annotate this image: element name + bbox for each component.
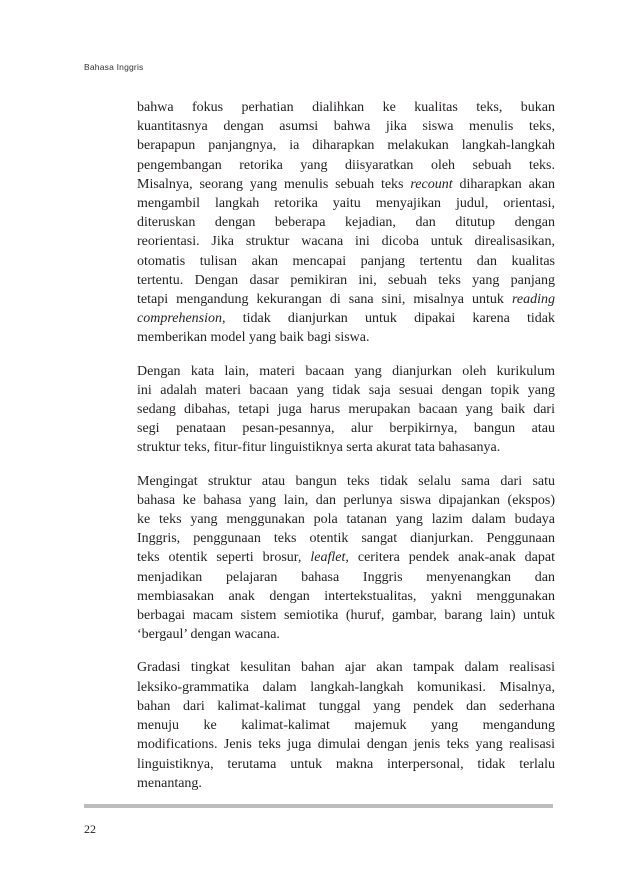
text-line: leksiko-grammatika dalam langkah-langkah komunikasi. Misalnya, — [137, 679, 555, 695]
footer-rule — [84, 804, 553, 808]
text-line: tertentu. Dengan dasar pemikiran ini, sebuah teks yang panjang — [137, 272, 555, 288]
text-line: struktur teks, fitur-fitur linguistiknya serta akurat tata bahasanya. — [137, 440, 501, 456]
text-line: berapapun panjangnya, ia diharapkan melakukan langkah-langkah — [137, 138, 555, 154]
text-line: menuju ke kalimat-kalimat majemuk yang mengandung — [137, 718, 555, 734]
text-line: kuantitasnya dengan asumsi bahwa jika siswa menulis teks, — [137, 119, 555, 135]
text-line: Mengingat struktur atau bangun teks tidak selalu sama dari satu — [137, 473, 555, 489]
text-line: linguistiknya, terutama untuk makna interpersonal, tidak terlalu — [137, 756, 555, 772]
text-line: sedang dibahas, tetapi juga harus merupakan bacaan yang baik dari — [137, 402, 555, 418]
text-line: Gradasi tingkat kesulitan bahan ajar akan tampak dalam realisasi — [137, 660, 555, 676]
text-line: bahasa ke bahasa yang lain, dan perlunya siswa dipajankan (ekspos) — [137, 492, 555, 508]
text-line: tetapi mengandung kekurangan di sana sini, misalnya untuk reading — [137, 292, 555, 308]
running-header: Bahasa Inggris — [84, 62, 144, 72]
text-line: Inggris, penggunaan teks otentik sangat dianjurkan. Penggunaan — [137, 531, 555, 547]
text-line: bahwa fokus perhatian dialihkan ke kualitas teks, bukan — [137, 100, 555, 115]
paragraph — [137, 658, 555, 792]
paragraph — [137, 98, 555, 348]
page-number: 22 — [84, 822, 96, 836]
text-line: Misalnya, seorang yang menulis sebuah teks recount diharapkan akan — [137, 176, 555, 192]
text-line: ke teks yang menggunakan pola tatanan yang lazim dalam budaya — [137, 512, 555, 528]
body-text — [137, 98, 555, 793]
text-line: segi penataan pesan-pesannya, alur berpikirnya, bangun atau — [137, 421, 555, 437]
text-line: ini adalah materi bacaan yang tidak saja sesuai dengan topik yang — [137, 382, 555, 398]
text-line: reorientasi. Jika struktur wacana ini dicoba untuk direalisasikan, — [137, 234, 555, 250]
text-line: berbagai macam sistem semiotika (huruf, gambar, barang lain) untuk — [137, 608, 555, 624]
paragraph — [137, 472, 555, 645]
text-line: Dengan kata lain, materi bacaan yang dianjurkan oleh kurikulum — [137, 363, 555, 379]
text-line: diteruskan dengan beberapa kejadian, dan ditutup dengan — [137, 215, 555, 231]
text-line: menantang. — [137, 775, 202, 791]
text-line: menjadikan pelajaran bahasa Inggris menyenangkan dan — [137, 569, 555, 585]
text-line: pengembangan retorika yang diisyaratkan oleh sebuah teks. — [137, 157, 555, 173]
text-line: ‘bergaul’ dengan wacana. — [137, 627, 280, 643]
text-line: mengambil langkah retorika yaitu menyajikan judul, orientasi, — [137, 196, 555, 212]
paragraph — [137, 362, 555, 458]
text-line: teks otentik seperti brosur, leaflet, ceritera pendek anak-anak dapat — [137, 550, 555, 566]
text-line: modifications. Jenis teks juga dimulai dengan jenis teks yang realisasi — [137, 737, 555, 753]
text-line: membiasakan anak dengan intertekstualitas, yakni menggunakan — [137, 588, 555, 604]
text-line: comprehension, tidak dianjurkan untuk dipakai karena tidak — [137, 311, 555, 327]
text-line: bahan dari kalimat-kalimat tunggal yang pendek dan sederhana — [137, 698, 555, 714]
text-line: otomatis tulisan akan mencapai panjang tertentu dan kualitas — [137, 253, 555, 269]
text-line: memberikan model yang baik bagi siswa. — [137, 330, 370, 346]
